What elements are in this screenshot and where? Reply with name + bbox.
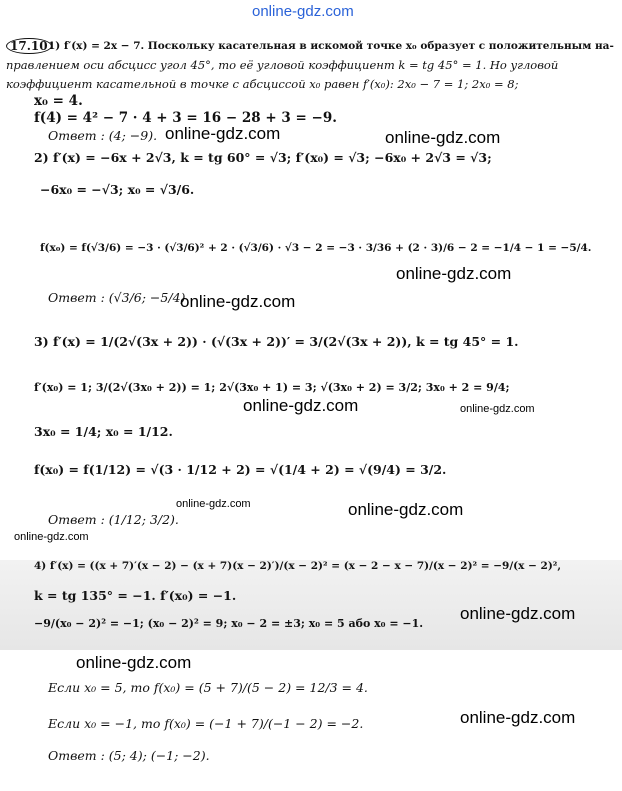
part3-line3: 3x₀ = 1/4; x₀ = 1/12. xyxy=(34,424,173,439)
problem-number xyxy=(6,38,52,54)
watermark: online-gdz.com xyxy=(76,653,192,672)
watermark: online-gdz.com xyxy=(243,396,359,415)
part1-answer: Ответ : (4; −9). xyxy=(48,128,158,143)
part2-line2: −6x₀ = −√3; x₀ = √3/6. xyxy=(40,182,195,197)
watermark: online-gdz.com xyxy=(396,264,512,283)
watermark: online-gdz.com xyxy=(180,292,296,311)
part1-line1: 1) f′(x) = 2x − 7. Поскольку касательная в искомой точке x₀ образует с положительным на- xyxy=(48,40,614,52)
watermark: online-gdz.com xyxy=(385,128,501,147)
part3-line2: f′(x₀) = 1; 3/(2√(3x₀ + 2)) = 1; 2√(3x₀ + 1) = 3; √(3x₀ + 2) = 3/2; 3x₀ + 2 = 9/4; xyxy=(34,381,510,394)
part4-line2: k = tg 135° = −1. f′(x₀) = −1. xyxy=(34,588,237,603)
part1-line3: коэффициент касательной в точке с абсциссой x₀ равен f′(x₀): 2x₀ − 7 = 1; 2x₀ = 8; xyxy=(6,77,519,91)
watermark: online-gdz.com xyxy=(165,124,281,143)
watermark: online-gdz.com xyxy=(460,604,576,623)
part4-answer: Ответ : (5; 4); (−1; −2). xyxy=(48,748,210,763)
watermark: online-gdz.com xyxy=(14,531,89,543)
part4-line1: 4) f′(x) = ((x + 7)′(x − 2) − (x + 7)(x − 2)′)/(x − 2)² = (x − 2 − x − 7)/(x − 2)² = −9/(x − 2)², xyxy=(34,560,562,572)
watermark: online-gdz.com xyxy=(348,500,464,519)
part3-line4: f(x₀) = f(1/12) = √(3 · 1/12 + 2) = √(1/4 + 2) = √(9/4) = 3/2. xyxy=(34,462,447,477)
part1-line5: f(4) = 4² − 7 · 4 + 3 = 16 − 28 + 3 = −9. xyxy=(34,110,337,126)
problem-number-badge: 17.10 xyxy=(6,38,52,54)
part2-line3: f(x₀) = f(√3/6) = −3 · (√3/6)² + 2 · (√3/6) · √3 − 2 = −3 · 3/36 + (2 · 3)/6 − 2 = −1/4 − 1 = −5/4. xyxy=(40,242,592,254)
part2-line1: 2) f′(x) = −6x + 2√3, k = tg 60° = √3; f′(x₀) = √3; −6x₀ + 2√3 = √3; xyxy=(34,150,492,165)
watermark-top: online-gdz.com xyxy=(252,3,354,20)
watermark: online-gdz.com xyxy=(176,498,251,510)
part1-line2: правлением оси абсцисс угол 45°, то её угловой коэффициент k = tg 45° = 1. Но угловой xyxy=(6,58,559,72)
part3-line1: 3) f′(x) = 1/(2√(3x + 2)) · (√(3x + 2))′ = 3/(2√(3x + 2)), k = tg 45° = 1. xyxy=(34,334,519,349)
part2-answer: Ответ : (√3/6; −5/4) xyxy=(48,290,186,305)
part4-line3: −9/(x₀ − 2)² = −1; (x₀ − 2)² = 9; x₀ − 2 = ±3; x₀ = 5 або x₀ = −1. xyxy=(34,617,424,630)
part4-line5: Если x₀ = −1, то f(x₀) = (−1 + 7)/(−1 − 2) = −2. xyxy=(48,716,364,731)
watermark: online-gdz.com xyxy=(460,403,535,415)
part3-answer: Ответ : (1/12; 3/2). xyxy=(48,512,179,527)
part4-line4: Если x₀ = 5, то f(x₀) = (5 + 7)/(5 − 2) = 12/3 = 4. xyxy=(48,680,368,695)
watermark: online-gdz.com xyxy=(460,708,576,727)
part1-line4: x₀ = 4. xyxy=(34,93,83,109)
